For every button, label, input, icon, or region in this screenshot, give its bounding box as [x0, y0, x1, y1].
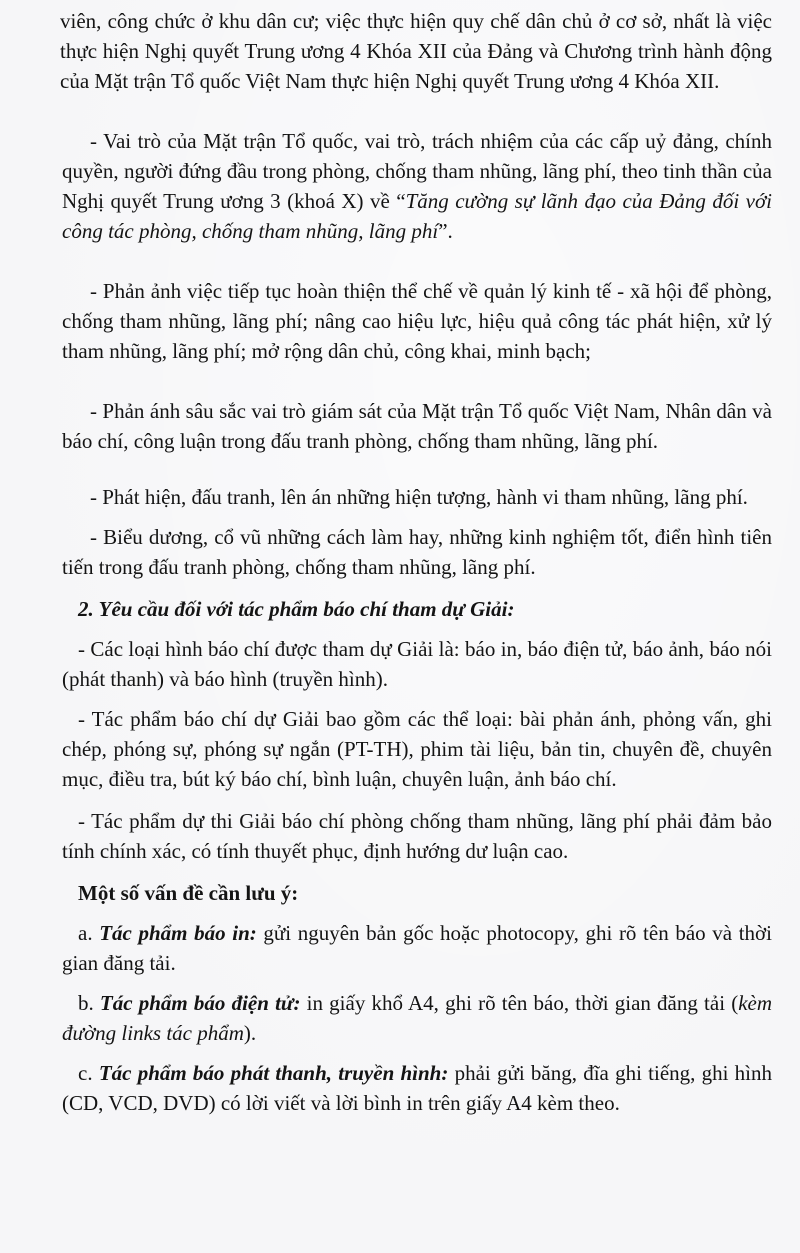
section-heading-notes: Một số vấn đề cần lưu ý: [78, 881, 299, 905]
note-broadcast-title: Tác phẩm báo phát thanh, truyền hình: [98, 1061, 449, 1085]
paragraph-institution: - Phản ảnh việc tiếp tục hoàn thiện thể chế về quản lý kinh tế - xã hội để phòng, chống tham nhũng, lãng phí; nâng cao hiệu lực, hiệu quả công tác phát hiện, xử lý tham nhũng, lãng phí; mở rộng dân chủ, công khai, minh bạch; [62, 279, 772, 363]
paragraph-intro: viên, công chức ở khu dân cư; việc thực hiện quy chế dân chủ ở cơ sở, nhất là việc thực hiện Nghị quyết Trung ương 4 Khóa XII của Đảng và Chương trình hành động của Mặt trận Tổ quốc Việt Nam thực hiện Nghị quyết Trung ương 4 Khóa XII. [60, 9, 772, 93]
paragraph-commend: - Biểu dương, cổ vũ những cách làm hay, những kinh nghiệm tốt, điển hình tiên tiến trong đấu tranh phòng, chống tham nhũng, lãng phí. [62, 525, 772, 579]
paragraph-supervision: - Phản ánh sâu sắc vai trò giám sát của Mặt trận Tổ quốc Việt Nam, Nhân dân và báo chí, công luận trong đấu tranh phòng, chống tham nhũng, lãng phí. [62, 399, 772, 453]
note-online-end: ). [243, 1021, 257, 1045]
resolution-title: Tăng cường sự lãnh đạo của Đảng đối với công tác phòng, chống tham nhũng, lãng phí [62, 189, 772, 243]
note-online-text: in giấy khổ A4, ghi rõ tên báo, thời gian đăng tải ( [300, 991, 739, 1015]
note-print-label: a. [78, 921, 100, 945]
note-print [62, 918, 772, 978]
note-print-title: Tác phẩm báo in: [99, 921, 257, 945]
section-heading-requirements: 2. Yêu cầu đối với tác phẩm báo chí tham dự Giải: [78, 597, 515, 621]
paragraph-role [62, 126, 772, 246]
note-broadcast-label: c. [78, 1061, 99, 1085]
note-print-text: gửi nguyên bản gốc hoặc photocopy, ghi rõ tên báo và thời gian đăng tải. [62, 921, 772, 975]
paragraph-role-end: ”. [438, 219, 453, 243]
paragraph-genres: - Tác phẩm báo chí dự Giải bao gồm các thể loại: bài phản ánh, phỏng vấn, ghi chép, phóng sự, phóng sự ngắn (PT-TH), phim tài liệu, bản tin, chuyên đề, chuyên mục, điều tra, bút ký báo chí, bình luận, chuyên luận, ảnh báo chí. [62, 707, 772, 791]
note-broadcast [62, 1058, 772, 1118]
paragraph-accuracy: - Tác phẩm dự thi Giải báo chí phòng chống tham nhũng, lãng phí phải đảm bảo tính chính xác, có tính thuyết phục, định hướng dư luận cao. [62, 809, 772, 863]
note-broadcast-text: phải gửi băng, đĩa ghi tiếng, ghi hình (CD, VCD, DVD) có lời viết và lời bình in trên giấy A4 kèm theo. [62, 1061, 773, 1115]
paragraph-media-types: - Các loại hình báo chí được tham dự Giải là: báo in, báo điện tử, báo ảnh, báo nói (phát thanh) và báo hình (truyền hình). [62, 637, 772, 691]
note-online-label: b. [78, 991, 100, 1015]
note-online [62, 988, 772, 1048]
note-online-links: kèm đường links tác phẩm [62, 991, 773, 1045]
note-online-title: Tác phẩm báo điện tử: [99, 991, 301, 1015]
paragraph-role-text: - Vai trò của Mặt trận Tổ quốc, vai trò, trách nhiệm của các cấp uỷ đảng, chính quyền, người đứng đầu trong phòng, chống tham nhũng, lãng phí, theo tinh thần của Nghị quyết Trung ương 3 (khoá X) về “ [62, 129, 772, 213]
paragraph-discover: - Phát hiện, đấu tranh, lên án những hiện tượng, hành vi tham nhũng, lãng phí. [90, 485, 748, 509]
